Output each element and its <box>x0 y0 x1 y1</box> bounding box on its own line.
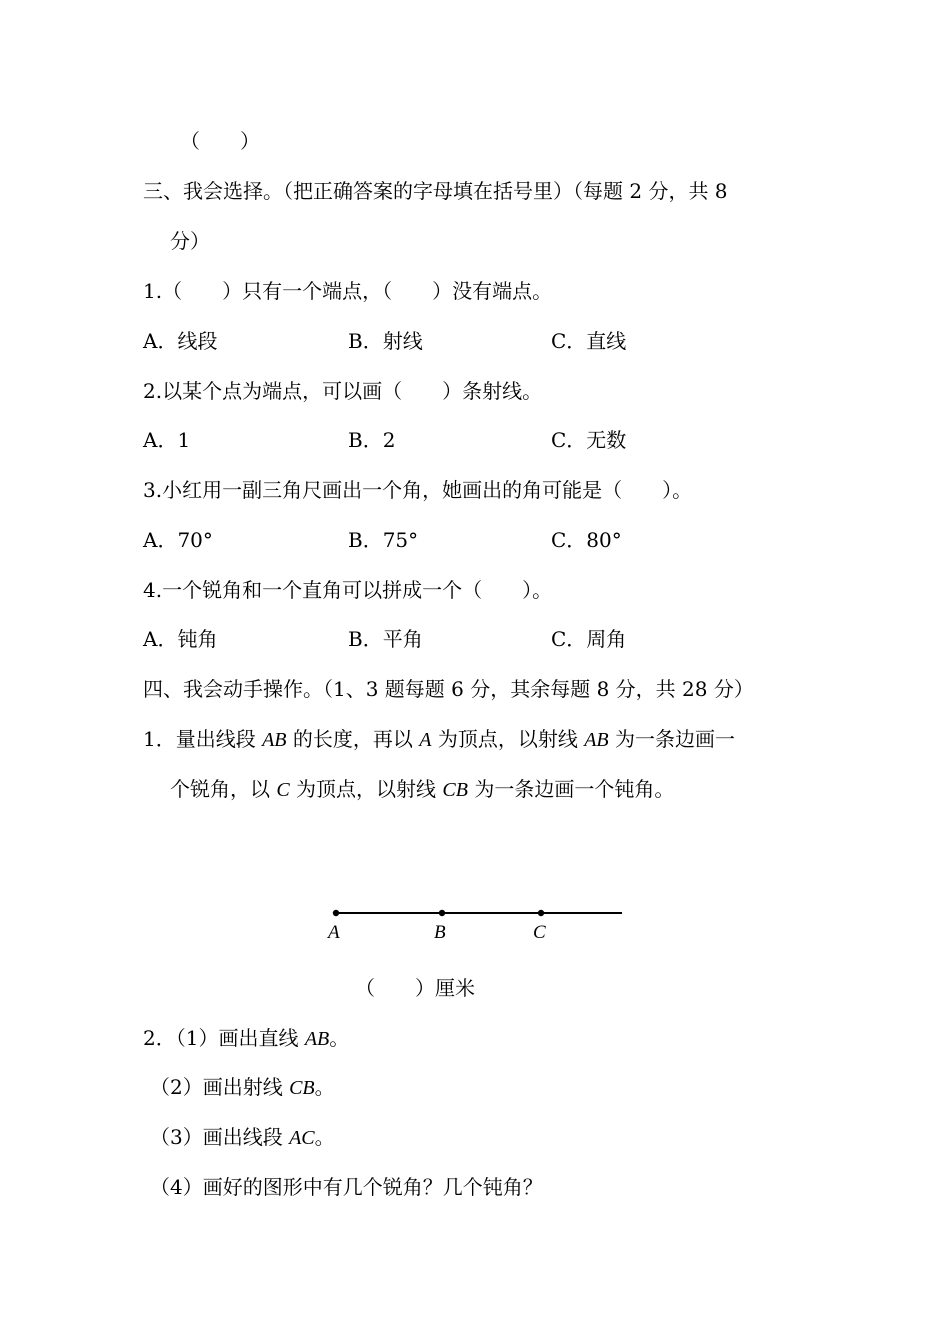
q1-option-b[interactable]: B．射线 <box>348 329 423 353</box>
question-3: 3.小红用一副三角尺画出一个角，她画出的角可能是（ ）。 <box>143 478 693 502</box>
q4-option-a[interactable]: A．钝角 <box>143 627 218 651</box>
q2-text: 。 <box>329 1026 350 1050</box>
s4-question-2-4: （4）画好的图形中有几个锐角？几个钝角？ <box>150 1175 543 1199</box>
q2-text: 2．（1）画出直线 <box>143 1026 305 1050</box>
q1-text-part: 1．量出线段 <box>143 727 263 751</box>
label-b: B <box>434 922 446 943</box>
var-a: A <box>419 729 432 751</box>
q2-option-a[interactable]: A．1 <box>143 428 191 452</box>
label-a: A <box>328 922 340 943</box>
q2-text: （3）画出线段 <box>150 1125 290 1149</box>
measure-answer-blank[interactable]: （ ）厘米 <box>355 976 475 1000</box>
point-a <box>333 910 339 916</box>
s4-question-1 <box>143 725 735 754</box>
q1-option-a[interactable]: A．线段 <box>143 329 218 353</box>
section3-title-cont: 分） <box>170 229 210 253</box>
answer-blank[interactable]: （ ） <box>180 129 260 153</box>
q2-text: 。 <box>314 1075 335 1099</box>
var-ab: AB <box>262 729 287 751</box>
q2-option-c[interactable]: C．无数 <box>551 428 627 452</box>
q3-option-a[interactable]: A．70° <box>143 528 213 552</box>
q2-option-b[interactable]: B．2 <box>348 428 396 452</box>
var-ab: AB <box>584 729 609 751</box>
q4-option-b[interactable]: B．平角 <box>348 627 423 651</box>
q1-text-part: 为顶点，以射线 <box>431 727 585 751</box>
var-cb: CB <box>442 779 468 801</box>
section4-title: 四、我会动手操作。（1、3 题每题 6 分，其余每题 8 分，共 28 分） <box>143 677 754 701</box>
section3-title: 三、我会选择。（把正确答案的字母填在括号里）（每题 2 分，共 8 <box>143 179 728 203</box>
s4-question-2-1 <box>143 1024 349 1053</box>
question-2: 2.以某个点为端点，可以画（ ）条射线。 <box>143 379 543 403</box>
ray-figure <box>320 898 640 958</box>
q1-text-part: 的长度，再以 <box>286 727 420 751</box>
question-1: 1.（ ）只有一个端点，（ ）没有端点。 <box>143 279 553 303</box>
q2-text: 。 <box>314 1125 335 1149</box>
q1-text-part: 个锐角，以 <box>170 777 277 801</box>
q3-option-b[interactable]: B．75° <box>348 528 419 552</box>
s4-question-1-cont <box>170 775 674 804</box>
var-ab: AB <box>304 1028 330 1050</box>
point-b <box>439 910 445 916</box>
question-4: 4.一个锐角和一个直角可以拼成一个（ ）。 <box>143 578 553 602</box>
s4-question-2-2 <box>150 1073 335 1102</box>
q3-option-c[interactable]: C．80° <box>551 528 622 552</box>
q1-text-part: 为一条边画一个钝角。 <box>467 777 675 801</box>
point-c <box>538 910 544 916</box>
s4-question-2-3 <box>150 1123 335 1152</box>
q1-text-part: 为顶点，以射线 <box>289 777 443 801</box>
q4-option-c[interactable]: C．周角 <box>551 627 627 651</box>
q2-text: （2）画出射线 <box>150 1075 290 1099</box>
var-cb: CB <box>289 1077 315 1099</box>
q1-option-c[interactable]: C．直线 <box>551 329 627 353</box>
var-c: C <box>276 779 290 801</box>
label-c: C <box>533 922 546 943</box>
var-ac: AC <box>289 1127 315 1149</box>
q1-text-part: 为一条边画一 <box>608 727 735 751</box>
